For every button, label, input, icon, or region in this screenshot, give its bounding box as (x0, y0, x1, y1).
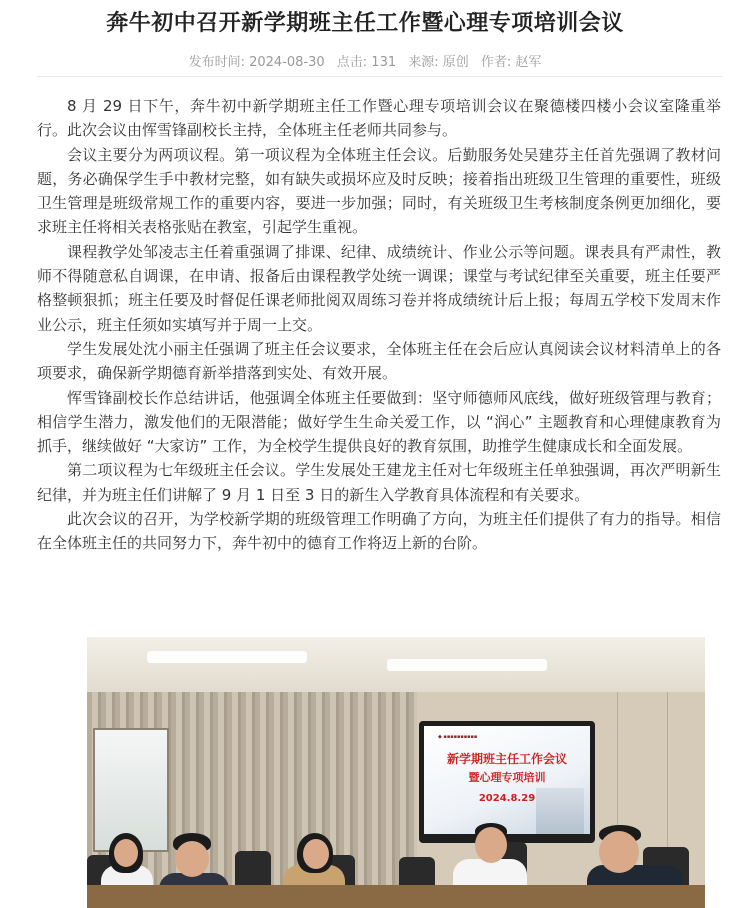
person-face (475, 827, 507, 863)
slide-school-logo: ◆ ▪▪▪▪▪▪▪▪▪▪ (438, 734, 478, 740)
paragraph-6: 第二项议程为七年级班主任会议。学生发展处王建龙主任对七年级班主任单独强调，再次严明新生纪律，并为班主任们讲解了 9 月 1 日至 3 日的新生入学教育具体流程和有关要求。 (37, 461, 721, 504)
article-title: 奔牛初中召开新学期班主任工作暨心理专项培训会议 (106, 11, 624, 36)
article-author: 作者: 赵军 (480, 55, 542, 70)
paragraph-3: 课程教学处邹凌志主任着重强调了排课、纪律、成绩统计、作业公示等问题。课表具有严肃性，教师不得随意私自调课，在申请、报备后由课程教学处统一调课；课堂与考试纪律至关重要，班主任要严格整顿狠抓；班主任要及时督促任课老师批阅双周练习卷并将成绩统计后上报；每周五学校下发周末作业公示，班主任须如实填写并于周一上交。 (37, 242, 721, 334)
presentation-screen (419, 721, 595, 843)
person-face (175, 841, 209, 877)
slide-date: 2024.8.29 (478, 793, 536, 804)
person-face (303, 839, 329, 869)
paragraph-2: 会议主要分为两项议程。第一项议程为全体班主任会议。后勤服务处吴建芬主任首先强调了教材问题，务必确保学生手中教材完整，如有缺失或损坏应及时反映；接着指出班级卫生管理的重要性，班级卫生管理是班级常规工作的重要内容，要进一步加强；同时，有关班级卫生考核制度条例更加细化，要求班主任将相关表格张贴在教室，引起学生重视。 (37, 145, 721, 237)
paragraph-5: 恽雪锋副校长作总结讲话，他强调全体班主任要做到：坚守师德师风底线，做好班级管理与教育；相信学生潜力，激发他们的无限潜能；做好学生生命关爱工作，以 “润心” 主题教育和心理健康教育为抓手，继续做好 “大家访” 工作，为全校学生提供良好的教育氛围，助推学生健康成长和全面发展。 (37, 388, 721, 456)
publish-time: 发布时间: 2024-08-30 (188, 55, 325, 70)
article-meta (0, 51, 730, 70)
ceiling-light (387, 659, 547, 671)
screen-slide (424, 726, 590, 834)
article-source: 来源: 原创 (408, 55, 469, 70)
paragraph-4: 学生发展处沈小丽主任强调了班主任会议要求，全体班主任在会后应认真阅读会议材料清单上的各项要求，确保新学期德育新举措落到实处、有效开展。 (37, 339, 721, 383)
click-count: 点击: 131 (336, 55, 397, 70)
title-divider (37, 76, 722, 77)
meeting-photo (87, 637, 705, 908)
meeting-table (87, 885, 705, 908)
paragraph-7: 此次会议的召开，为学校新学期的班级管理工作明确了方向，为班主任们提供了有力的指导。相信在全体班主任的共同努力下，奔牛初中的德育工作将迈上新的台阶。 (37, 510, 721, 553)
ceiling-light (147, 651, 307, 663)
person-face (114, 839, 138, 867)
paragraph-1: 8 月 29 日下午，奔牛初中新学期班主任工作暨心理专项培训会议在聚德楼四楼小会议室隆重举行。此次会议由恽雪锋副校长主持，全体班主任老师共同参与。 (37, 97, 721, 140)
slide-title-line2: 暨心理专项培训 (468, 771, 546, 784)
person-face (599, 831, 639, 873)
slide-building-image (536, 788, 584, 834)
slide-title-line1: 新学期班主任工作会议 (446, 752, 567, 766)
article-body (37, 94, 721, 556)
